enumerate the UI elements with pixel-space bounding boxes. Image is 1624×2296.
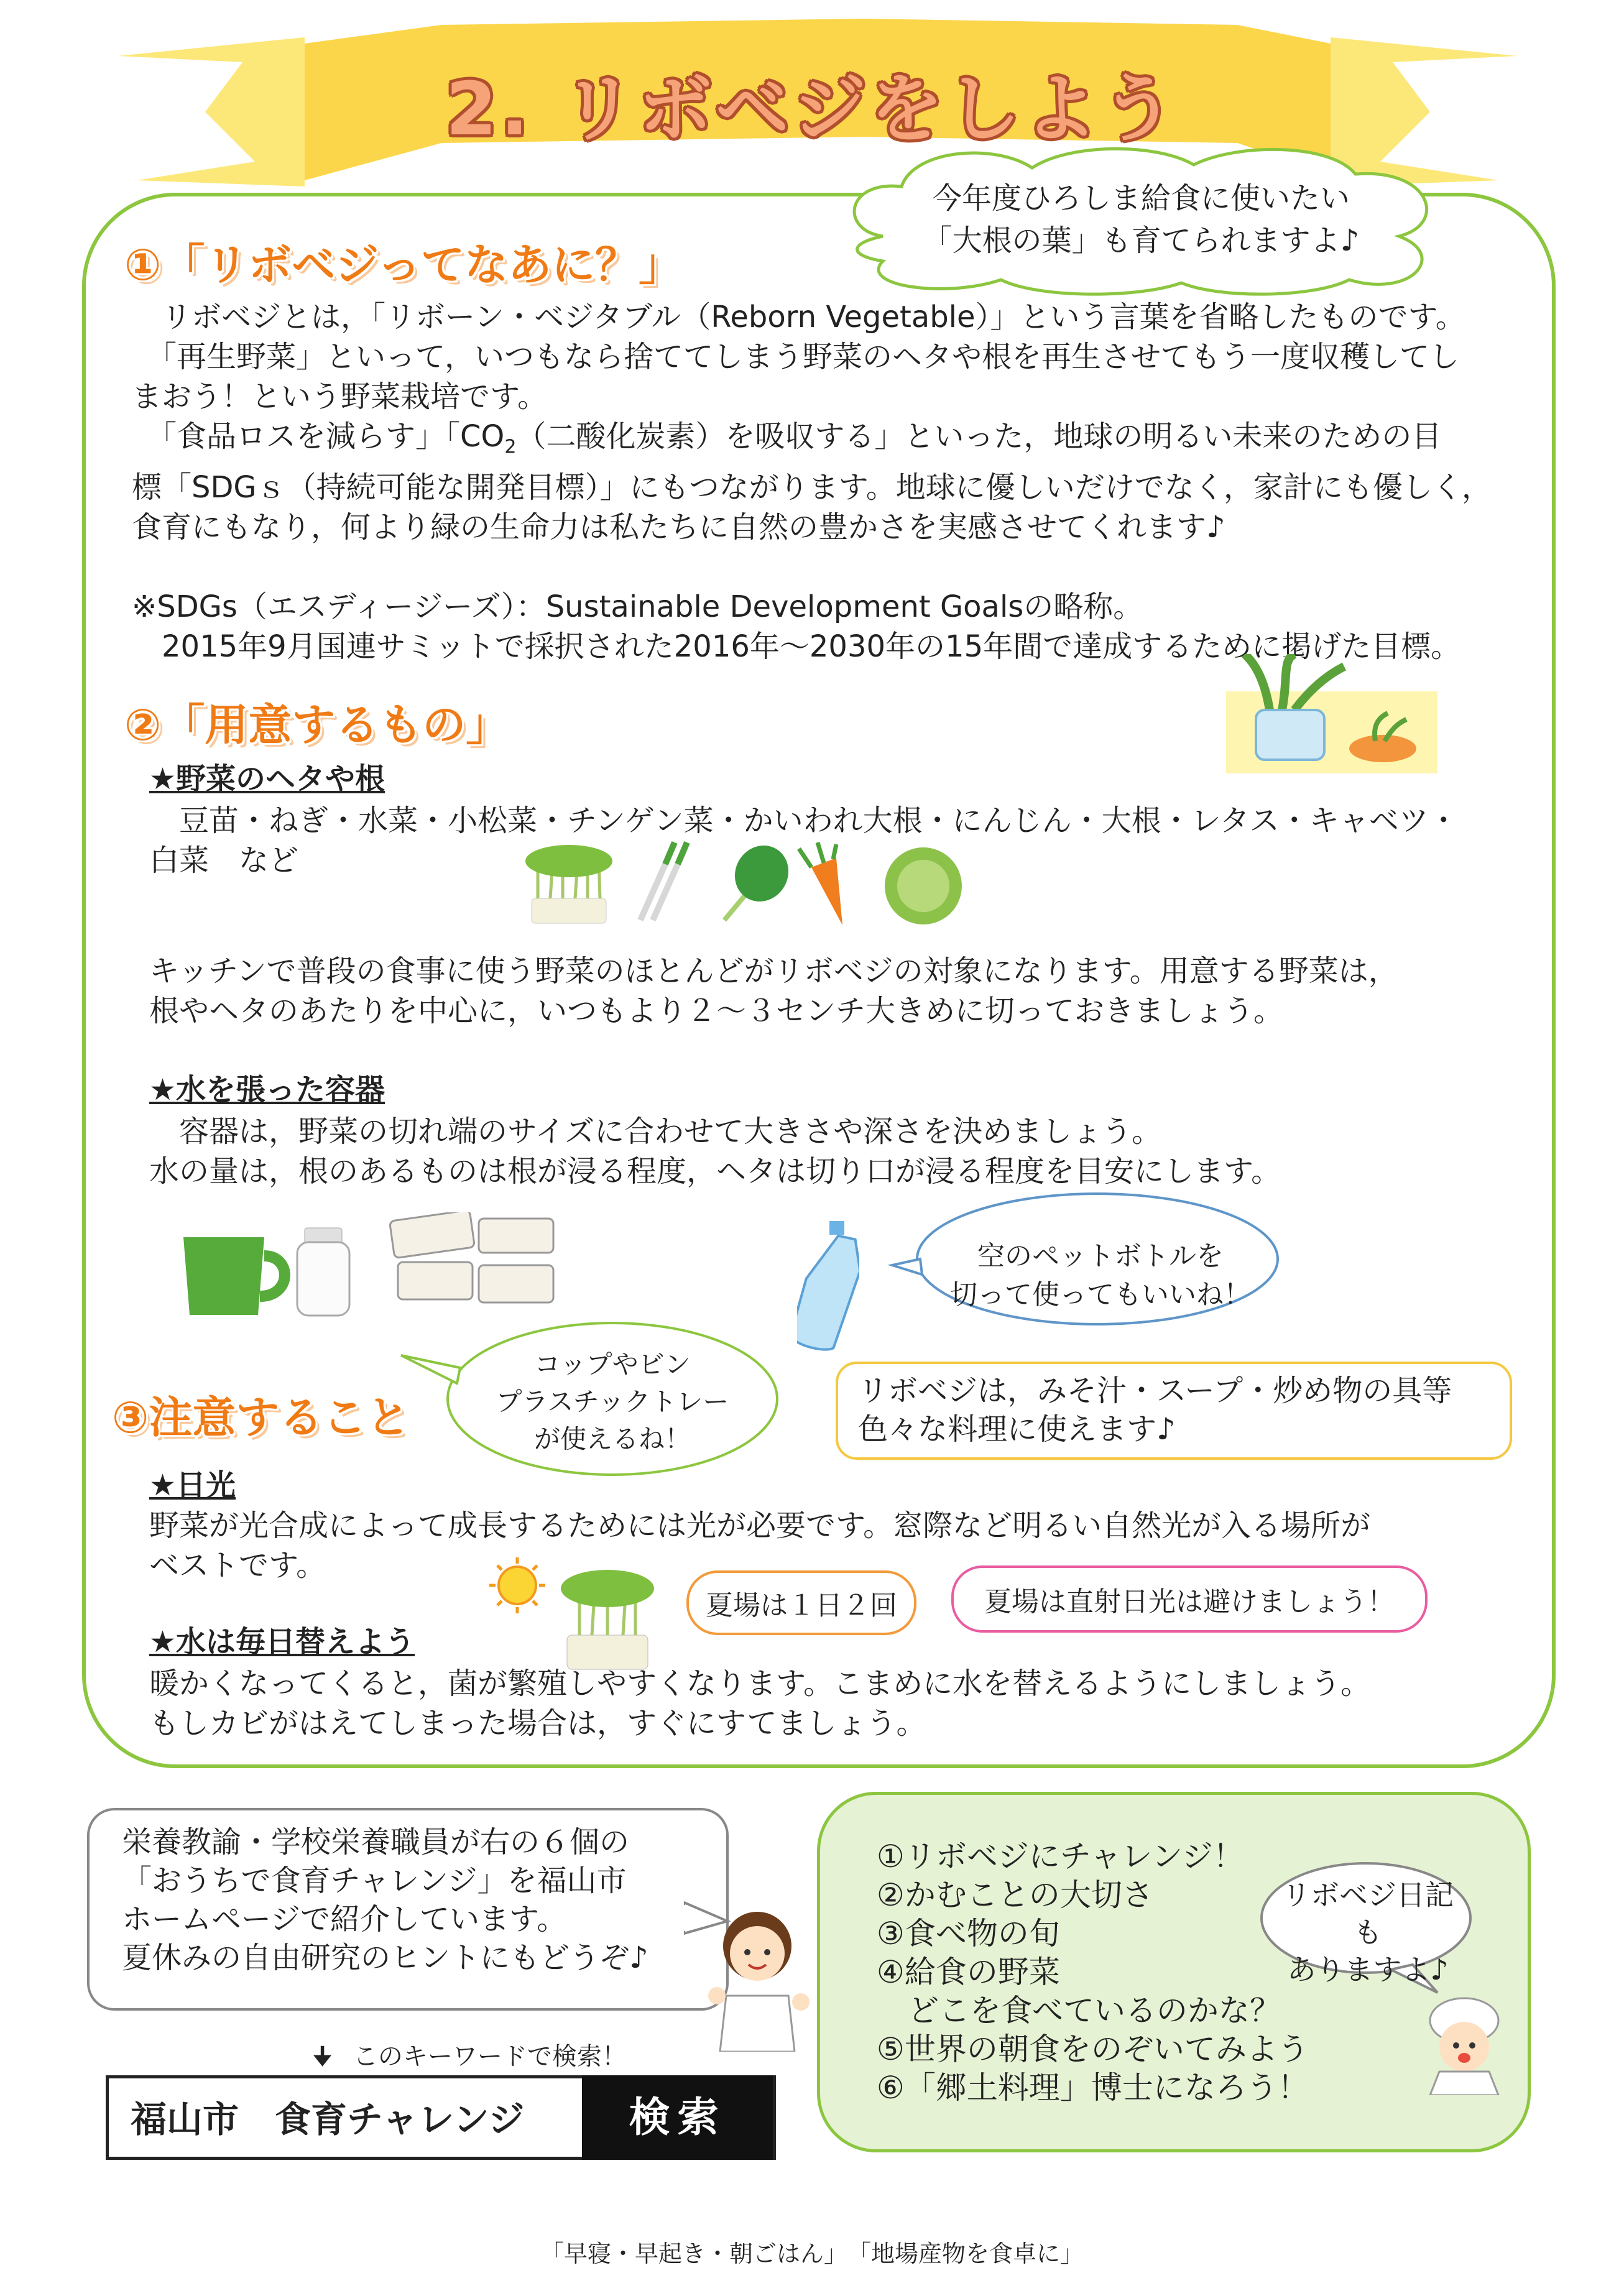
diary-bubble-text: [1275, 1876, 1461, 1988]
bubble-line: 空のペットボトルを: [977, 1240, 1224, 1272]
avoid-sun-text: 夏場は直射日光は避けましょう！: [984, 1586, 1395, 1618]
challenge-item: ⑤世界の朝食をのぞいてみよう: [877, 2031, 1309, 2067]
co2-sub: 2: [504, 436, 517, 458]
carrot-icon: [799, 842, 842, 925]
search-hint: [312, 2037, 627, 2081]
challenge-item: ⑥「郷土料理」博士になろう！: [877, 2070, 1309, 2106]
bottle-bubble-text: [933, 1237, 1268, 1314]
sprouts-icon: [525, 845, 612, 923]
co2-pre: 「食品ロスを減らす」「CO: [132, 419, 505, 454]
sun-sprouts-image: [486, 1554, 667, 1672]
bubble-line: リボベジ日記も: [1282, 1878, 1454, 1949]
section2-heading: ②「用意するもの」: [124, 699, 510, 750]
container-text: 容器は，野菜の切れ端のサイズに合わせて大きさや深さを決めましょう。: [149, 1114, 1162, 1149]
komatsuna-icon: [724, 839, 798, 920]
page-title: 2. リボベジをしよう: [445, 66, 1178, 152]
sprouts-icon: [561, 1570, 654, 1669]
kitchen-text: キッチンで普段の食事に使う野菜のほとんどがリボベジの対象になります。用意する野菜は，: [149, 954, 1398, 989]
cloud-bubble-text: [852, 177, 1430, 262]
sdgs-note: ※SDGs（エスディージーズ）：Sustainable Development Goalsの略称。: [132, 589, 1143, 624]
sunlight-subheading: ★日光: [149, 1468, 236, 1503]
bubble-line: コップやビン: [534, 1349, 691, 1380]
cup-bubble-text: [463, 1346, 762, 1458]
jar-icon: [297, 1228, 349, 1316]
body-line: 標「SDGｓ（持続可能な開発目標）」にもつながります。地球に優しいだけでなく，家計にも優しく，: [132, 469, 1492, 505]
sunlight-text-2: ベストです。: [149, 1548, 326, 1583]
water-text-2: もしカビがはえてしまった場合は，すぐにすてましょう。: [149, 1706, 926, 1741]
vegetables-subheading: ★野菜のヘタや根: [149, 762, 385, 796]
cloud-line: 「大根の葉」も育てられますよ♪: [922, 223, 1360, 258]
co2-post: （二酸化炭素）を吸収する」といった，地球の明るい未来のための目: [516, 419, 1442, 454]
challenge-item: どこを食べているのかな？: [877, 1993, 1281, 2029]
kitchen-text-2: 根やヘタのあたりを中心に，いつもより２～３センチ大きめに切っておきましょう。: [149, 994, 1284, 1028]
summer-twice-text: 夏場は１日２回: [706, 1590, 897, 1621]
sun-icon: [489, 1557, 545, 1613]
search-keyword[interactable]: 福山市 食育チャレンジ: [131, 2098, 525, 2141]
bubble-line: が使えるね！: [533, 1424, 691, 1454]
note-line: リボベジは，みそ汁・スープ・炒め物の具等: [858, 1373, 1452, 1408]
vegetable-icons: [519, 839, 992, 929]
pet-bottle-icon: [797, 1221, 859, 1352]
promo-line: 「おうちで食育チャレンジ」を福山市: [122, 1863, 627, 1898]
section1-heading: ①「リボベジってなあに？」: [124, 239, 683, 290]
body-line: 食育にもなり，何より緑の生命力は私たちに自然の豊かさを実感させてくれます♪: [132, 509, 1225, 545]
note-line: 色々な料理に使えます♪: [858, 1412, 1176, 1447]
search-button[interactable]: 検索: [582, 2075, 773, 2160]
down-arrow-icon: 🠋: [312, 2042, 333, 2071]
sdgs-note-2: 2015年9月国連サミットで採択された2016年～2030年の15年間で達成するために掲げた目標。: [132, 629, 1461, 664]
chef-character-image: [1418, 1996, 1511, 2095]
cloud-line: 今年度ひろしま給食に使いたい: [931, 181, 1350, 216]
promo-text: [122, 1823, 648, 1977]
regrow-vegetables-image: [1226, 654, 1437, 773]
water-text: 暖かくなってくると，菌が繁殖しやすくなります。こまめに水を替えるようにしましょう。: [149, 1666, 1371, 1701]
section3-heading: ③注意すること: [112, 1392, 410, 1443]
promo-line: 夏休みの自由研究のヒントにもどうぞ♪: [122, 1940, 648, 1975]
water-subheading: ★水は毎日替えよう: [149, 1625, 415, 1659]
bubble-line: ありますよ♪: [1287, 1953, 1449, 1986]
containers-image: [180, 1212, 560, 1318]
promo-line: 栄養教諭・学校栄養職員が右の６個の: [122, 1825, 630, 1860]
section1-body: [132, 297, 1492, 666]
container-subheading: ★水を張った容器: [149, 1072, 385, 1107]
vegetables-list: 豆苗・ねぎ・水菜・小松菜・チンゲン菜・かいわれ大根・にんじん・大根・レタス・キャベツ・: [149, 803, 1459, 838]
lettuce-icon: [885, 847, 962, 924]
challenge-item: ①リボベジにチャレンジ！: [877, 1838, 1244, 1874]
body-line: まおう！という野菜栽培です。: [132, 379, 548, 414]
green-onion-icon: [640, 842, 687, 920]
nutritionist-character-image: [701, 1902, 813, 2052]
search-hint-label: このキーワードで検索！: [353, 2042, 627, 2071]
vegetables-list-2: 白菜 など: [149, 843, 299, 878]
footer-slogan: 「早寝・早起き・朝ごはん」 「地場産物を食卓に」: [540, 2240, 1084, 2267]
plastic-tray-icon: [389, 1212, 553, 1302]
body-line: 「再生野菜」といって，いつもなら捨ててしまう野菜のヘタや根を再生させてもう一度収穫してし: [132, 339, 1460, 374]
challenges-list: [877, 1837, 1309, 2107]
container-text-2: 水の量は，根のあるものは根が浸る程度，ヘタは切り口が浸る程度を目安にします。: [149, 1154, 1281, 1189]
bubble-line: プラスチックトレー: [496, 1386, 729, 1417]
sunlight-text: 野菜が光合成によって成長するためには光が必要です。窓際など明るい自然光が入る場所が: [149, 1508, 1371, 1543]
body-line: リボベジとは，「リボーン・ベジタブル（Reborn Vegetable）」という言葉を省略したものです。: [132, 300, 1465, 334]
challenge-item: ④給食の野菜: [877, 1954, 1060, 1990]
dish-note-text: [858, 1372, 1452, 1449]
body-line-co2: [132, 417, 1492, 468]
bubble-line: 切って使ってもいいね！: [950, 1279, 1251, 1311]
challenge-item: ②かむことの大切さ: [877, 1877, 1153, 1913]
promo-line: ホームページで紹介しています。: [122, 1902, 567, 1937]
green-cup-icon: [183, 1237, 285, 1315]
challenge-item: ③食べ物の旬: [877, 1916, 1060, 1952]
